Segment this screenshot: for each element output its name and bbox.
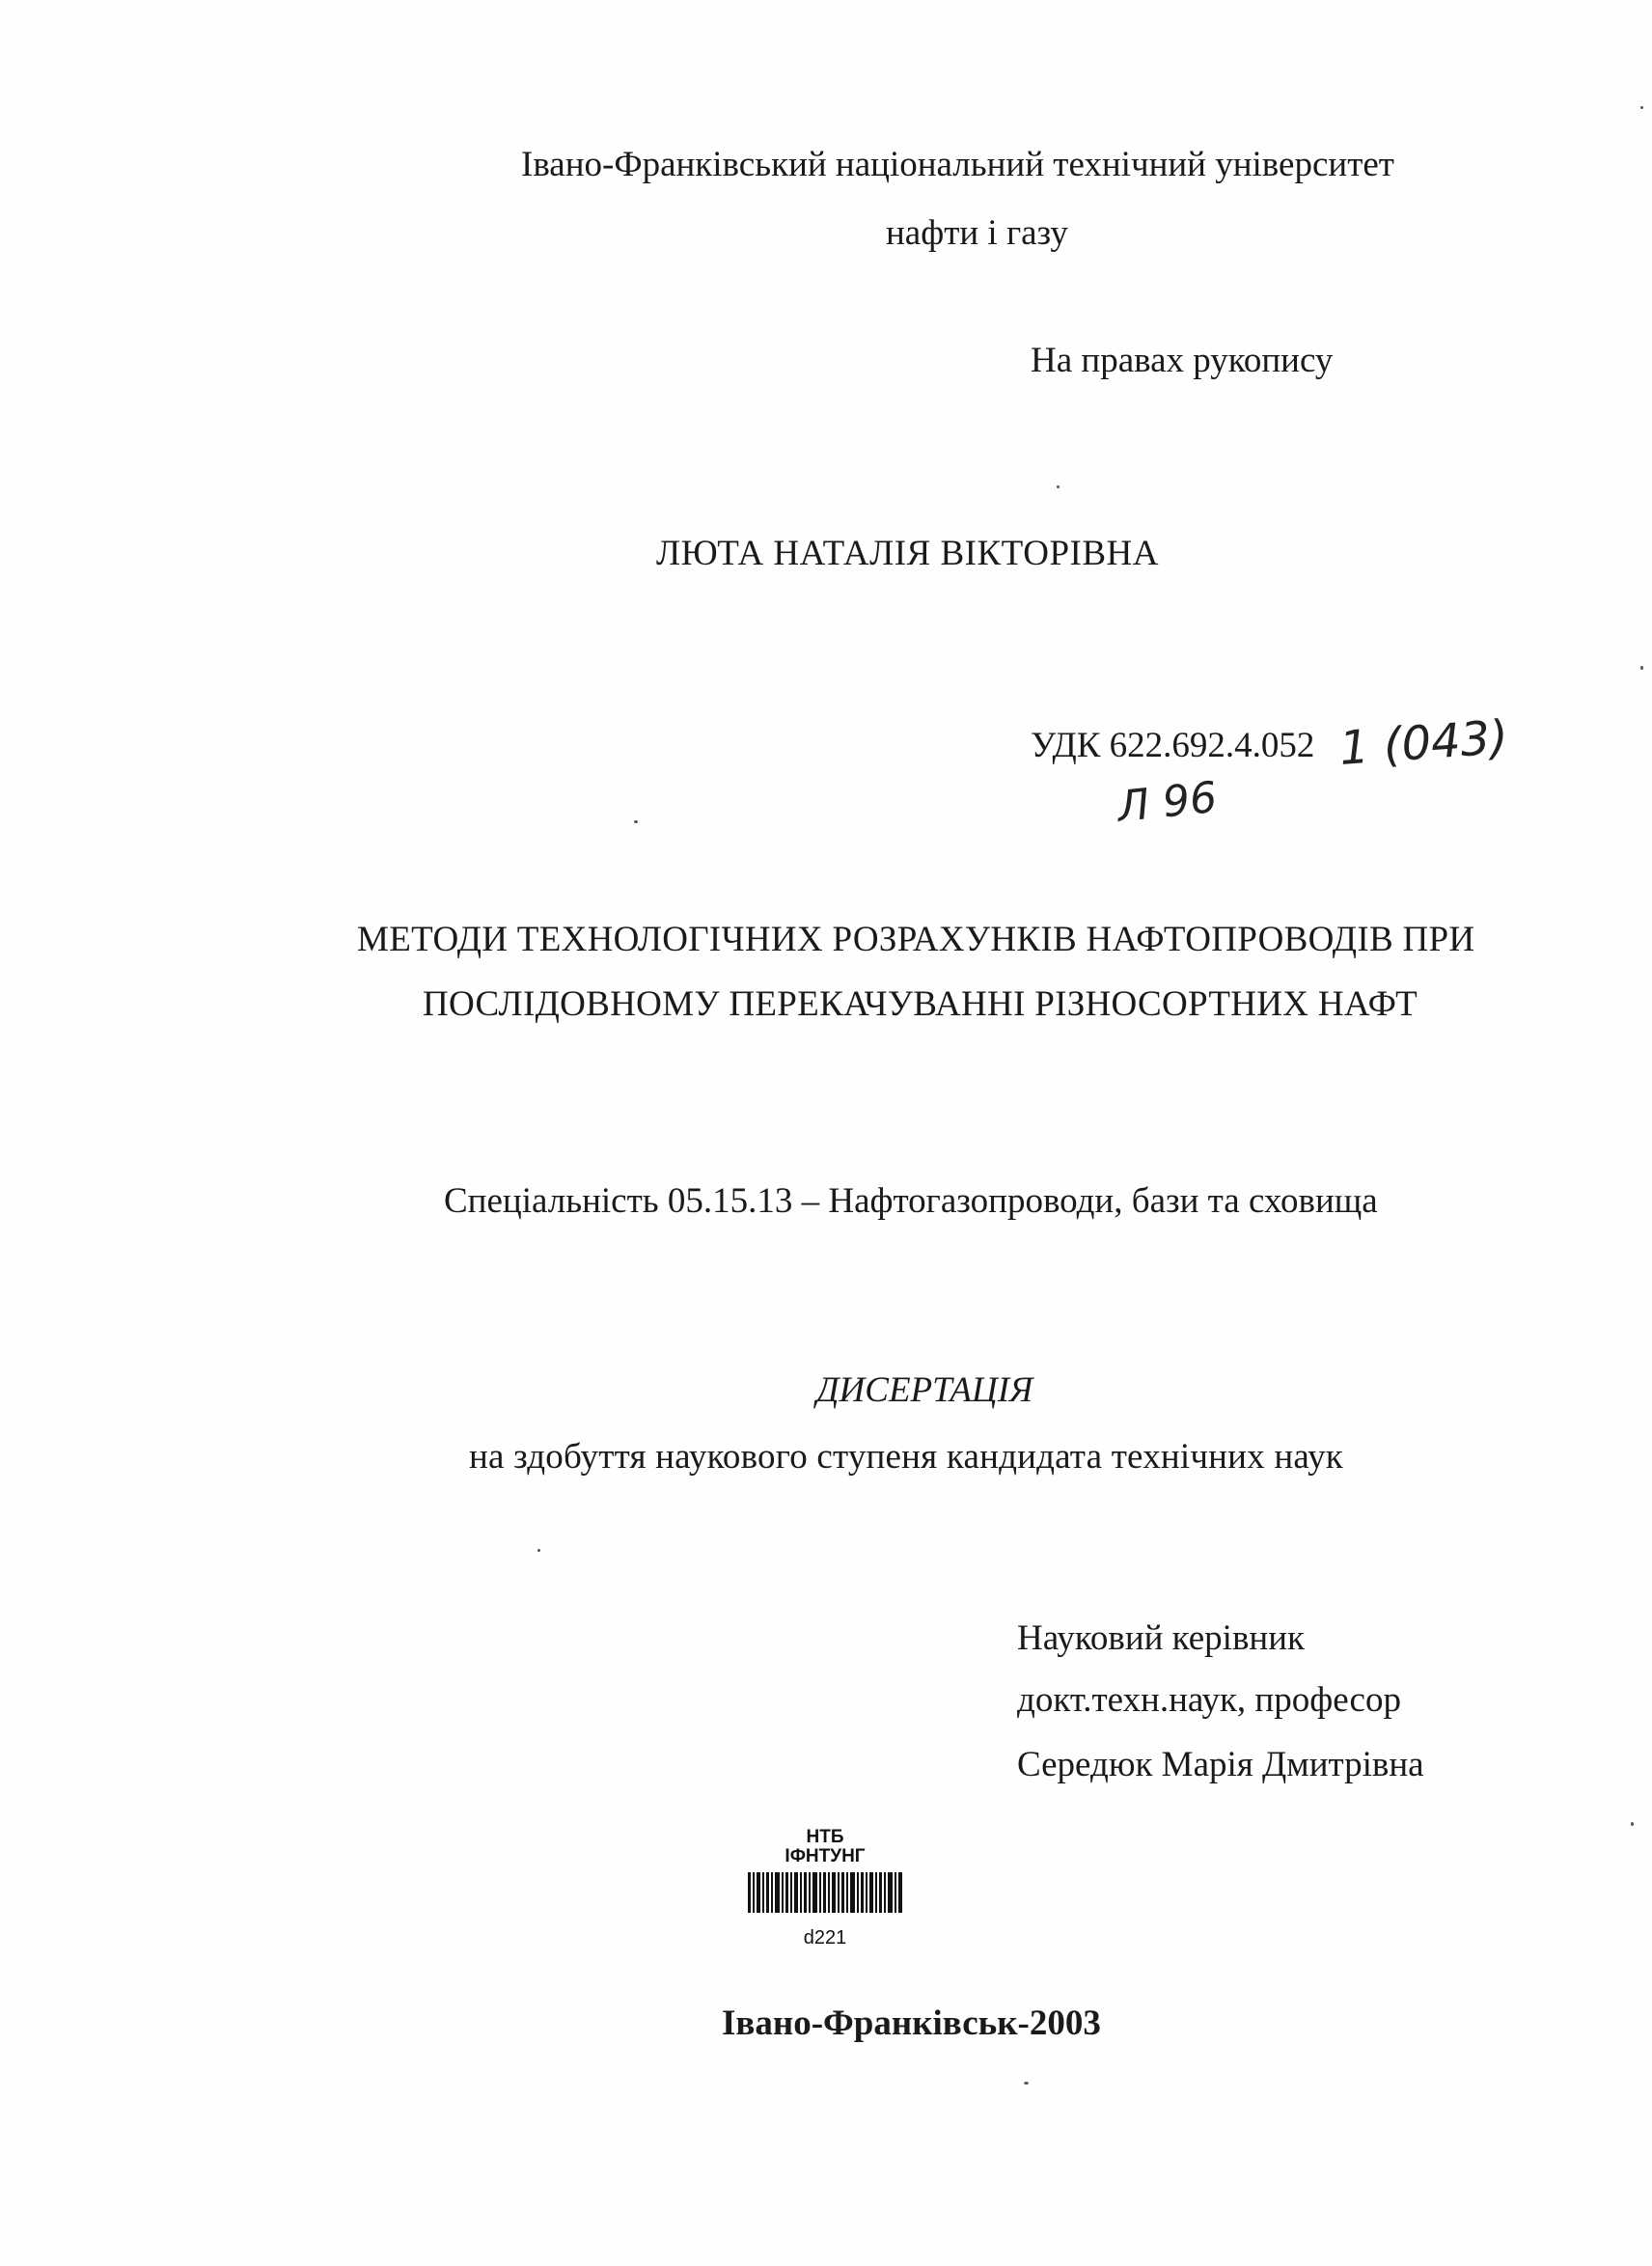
degree-line: на здобуття наукового ступеня кандидата технічних наук [469,1437,1343,1477]
handwritten-author-code: Л 96 [1115,772,1220,833]
scan-speck [634,820,638,823]
scan-speck [1024,2082,1029,2085]
dissertation-title-line2: ПОСЛІДОВНОМУ ПЕРЕКАЧУВАННІ РІЗНОСОРТНИХ НАФТ [423,984,1418,1024]
supervisor-degree: докт.техн.наук, професор [1017,1680,1401,1720]
university-name-line1: Івано-Франківський національний технічний університет [521,145,1394,184]
library-stamp [743,1818,907,1963]
university-name-line2: нафти і газу [886,213,1068,253]
supervisor-name: Середюк Марія Дмитрівна [1017,1745,1424,1784]
scan-speck [537,1549,540,1552]
scan-speck [1057,485,1060,488]
supervisor-role: Науковий керівник [1017,1618,1305,1658]
handwritten-udc-suffix: 1 (043) [1337,709,1510,777]
scan-speck [1640,666,1643,670]
scan-speck [1631,1822,1634,1826]
scan-speck [1640,106,1643,109]
stamp-inventory-code: d221 [803,1927,847,1948]
stamp-library-label: НТБ [806,1827,844,1847]
stamp-university-abbrev: ІФНТУНГ [785,1846,866,1866]
udc-code: УДК 622.692.4.052 [1031,726,1315,765]
manuscript-rights-note: На правах рукопису [1031,341,1334,380]
author-name: ЛЮТА НАТАЛІЯ ВІКТОРІВНА [656,534,1159,573]
dissertation-title-line1: МЕТОДИ ТЕХНОЛОГІЧНИХ РОЗРАХУНКІВ НАФТОПРОВОДІВ ПРИ [357,920,1475,959]
city-year: Івано-Франківськ-2003 [722,2003,1101,2043]
barcode-icon [748,1872,902,1913]
specialty-line: Спеціальність 05.15.13 – Нафтогазопроводи, бази та сховища [444,1181,1378,1221]
document-type: ДИСЕРТАЦІЯ [816,1370,1033,1410]
